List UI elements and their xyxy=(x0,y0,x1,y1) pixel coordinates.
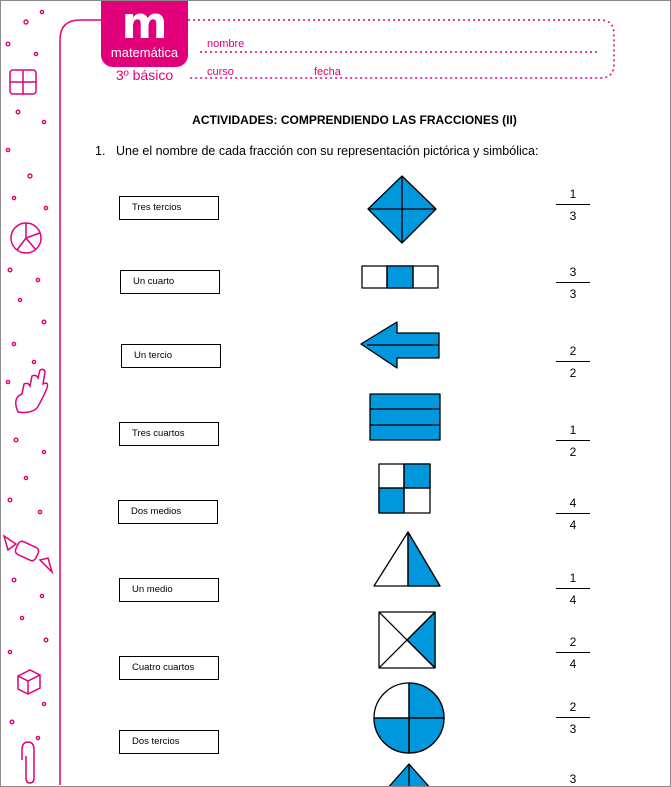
fraction-numerator: 1 xyxy=(569,187,577,201)
grade-label: 3º básico xyxy=(115,67,174,83)
date-field-label: fecha xyxy=(314,66,341,78)
fraction-bar xyxy=(556,204,590,205)
fraction-bar xyxy=(556,513,590,514)
fraction-denominator: 2 xyxy=(569,445,577,459)
fraction-bar xyxy=(556,282,590,283)
square-diagonals-shape[interactable] xyxy=(379,612,435,668)
fraction-denominator: 3 xyxy=(569,722,577,736)
logo-subtitle: matemática xyxy=(110,45,179,60)
fraction-bar xyxy=(556,717,590,718)
logo-letter: m xyxy=(121,0,168,49)
fraction-denominator: 3 xyxy=(569,209,577,223)
arrow-shape[interactable] xyxy=(361,322,439,368)
stacked-rectangle-shape[interactable] xyxy=(370,394,440,440)
fraction-numerator: 1 xyxy=(569,571,577,585)
worksheet-title: ACTIVIDADES: COMPRENDIENDO LAS FRACCIONES (II) xyxy=(192,113,517,127)
instruction-number: 1. xyxy=(95,144,106,158)
fraction-numerator: 3 xyxy=(569,772,577,786)
fraction-bar xyxy=(556,588,590,589)
fraction-denominator: 4 xyxy=(569,518,577,532)
fraction-name-box[interactable]: Un cuarto xyxy=(120,270,220,294)
bottom-diamond-shape[interactable] xyxy=(386,764,432,787)
fraction-numerator: 2 xyxy=(569,635,577,649)
fraction-name-box[interactable]: Un medio xyxy=(119,578,219,602)
fraction-numerator: 2 xyxy=(569,344,577,358)
fraction-name-box[interactable]: Un tercio xyxy=(121,344,221,368)
course-field-label: curso xyxy=(207,66,234,78)
rectangle-thirds-shape[interactable] xyxy=(362,266,438,288)
instruction-text: Une el nombre de cada fracción con su representación pictórica y simbólica: xyxy=(116,144,539,158)
fraction-denominator: 2 xyxy=(569,366,577,380)
fraction-name-box[interactable]: Cuatro cuartos xyxy=(119,656,219,680)
fraction-bar xyxy=(556,652,590,653)
fraction-numerator: 2 xyxy=(569,700,577,714)
fraction-name-box[interactable]: Dos tercios xyxy=(119,730,219,754)
fraction-numerator: 4 xyxy=(569,496,577,510)
fraction-numerator: 3 xyxy=(569,265,577,279)
fraction-numerator: 1 xyxy=(569,423,577,437)
square-quarters-shape[interactable] xyxy=(379,464,430,513)
fraction-name-box[interactable]: Tres tercios xyxy=(119,196,219,220)
fraction-denominator: 3 xyxy=(569,287,577,301)
fraction-bar xyxy=(556,361,590,362)
fraction-denominator: 4 xyxy=(569,657,577,671)
fraction-bar xyxy=(556,440,590,441)
circle-quarters-shape[interactable] xyxy=(374,683,444,753)
triangle-shape[interactable] xyxy=(374,532,440,586)
fraction-denominator: 4 xyxy=(569,593,577,607)
name-field-label: nombre xyxy=(207,38,245,50)
fraction-name-box[interactable]: Dos medios xyxy=(118,500,218,524)
fraction-name-box[interactable]: Tres cuartos xyxy=(119,422,219,446)
diamond-shape[interactable] xyxy=(368,176,436,243)
